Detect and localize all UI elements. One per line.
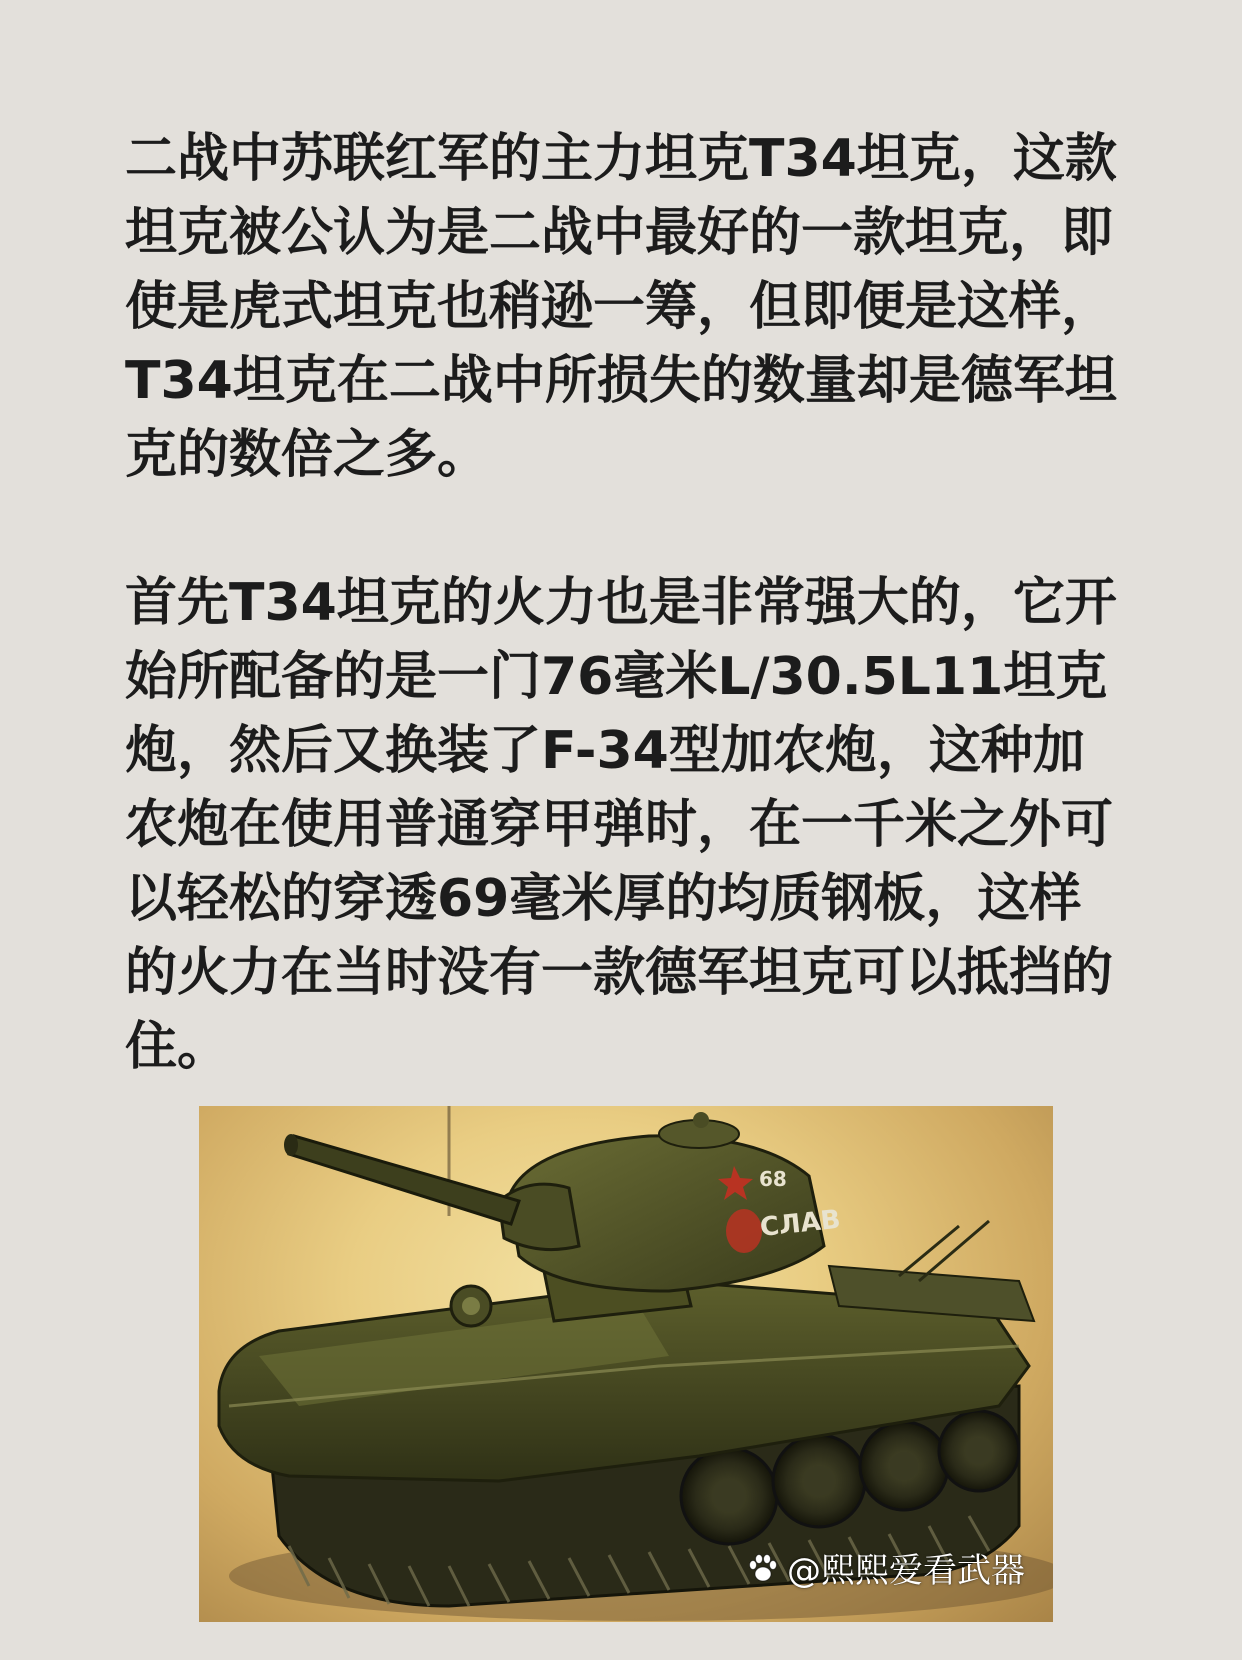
watermark bbox=[745, 1543, 1025, 1592]
paw-icon bbox=[745, 1550, 781, 1586]
turret-number: 68 bbox=[759, 1167, 787, 1191]
tank-photo bbox=[199, 1106, 1053, 1622]
article-paragraph-2: 首先T34坦克的火力也是非常强大的，它开始所配备的是一门76毫米L/30.5L11坦克炮，然后又换装了F-34型加农炮，这种加农炮在使用普通穿甲弹时，在一千米之外可以轻松的穿透69毫米厚的均质钢板，这样的火力在当时没有一款德军坦克可以抵挡的住。 bbox=[125, 573, 1117, 1077]
article-paragraph-1: 二战中苏联红军的主力坦克T34坦克，这款坦克被公认为是二战中最好的一款坦克，即使是虎式坦克也稍逊一筹，但即便是这样，T34坦克在二战中所损失的数量却是德军坦克的数倍之多。 bbox=[125, 129, 1117, 485]
watermark-text: @熙熙爱看武器 bbox=[787, 1551, 1025, 1591]
turret-slogan: СЛАВ bbox=[758, 1204, 842, 1243]
